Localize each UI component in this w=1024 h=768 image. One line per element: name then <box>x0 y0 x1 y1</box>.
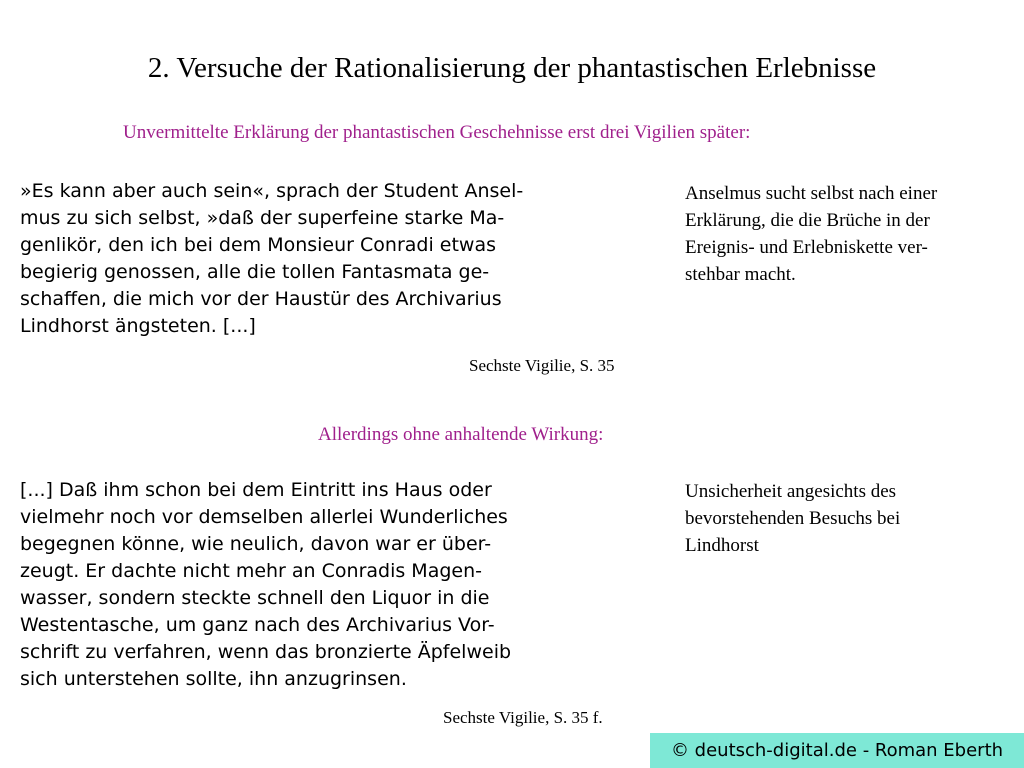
note-line: Anselmus sucht selbst nach einer <box>685 183 938 204</box>
section1-source: Sechste Vigilie, S. 35 <box>469 356 615 375</box>
quote-line: schaffen, die mich vor der Haustür des Archivarius <box>20 288 502 310</box>
note-line: bevorstehenden Besuchs bei <box>685 508 901 529</box>
note-line: Ereignis- und Erlebniskette ver- <box>685 237 928 258</box>
quote-line: Westentasche, um ganz nach des Archivarius Vor- <box>20 614 495 636</box>
section1-note <box>685 180 1005 288</box>
section2-quote <box>20 477 660 693</box>
quote-line: [...] Daß ihm schon bei dem Eintritt ins Haus oder <box>20 479 492 501</box>
quote-line: begegnen könne, wie neulich, davon war er über- <box>20 533 492 555</box>
quote-line: mus zu sich selbst, »daß der superfeine starke Ma- <box>20 207 505 229</box>
quote-line: schrift zu verfahren, wenn das bronzierte Äpfelweib <box>20 641 512 663</box>
quote-line: sich unterstehen sollte, ihn anzugrinsen. <box>20 668 407 690</box>
note-line: Lindhorst <box>685 535 759 556</box>
quote-line: »Es kann aber auch sein«, sprach der Student Ansel- <box>20 180 524 202</box>
section1-quote <box>20 178 660 340</box>
quote-line: zeugt. Er dachte nicht mehr an Conradis Magen- <box>20 560 482 582</box>
note-line: Erklärung, die die Brüche in der <box>685 210 930 231</box>
note-line: Unsicherheit angesichts des <box>685 481 897 502</box>
quote-line: vielmehr noch vor demselben allerlei Wunderliches <box>20 506 508 528</box>
section2-note <box>685 478 1005 559</box>
quote-line: genlikör, den ich bei dem Monsieur Conradi etwas <box>20 234 497 256</box>
section2-heading: Allerdings ohne anhaltende Wirkung: <box>318 424 604 445</box>
section2-source: Sechste Vigilie, S. 35 f. <box>443 708 603 727</box>
copyright-footer: © deutsch-digital.de - Roman Eberth <box>650 733 1024 768</box>
quote-line: begierig genossen, alle die tollen Fantasmata ge- <box>20 261 490 283</box>
note-line: stehbar macht. <box>685 264 796 285</box>
quote-line: Lindhorst ängsteten. [...] <box>20 315 256 337</box>
page-title: 2. Versuche der Rationalisierung der phantastischen Erlebnisse <box>147 52 877 84</box>
quote-line: wasser, sondern steckte schnell den Liquor in die <box>20 587 490 609</box>
section1-heading: Unvermittelte Erklärung der phantastischen Geschehnisse erst drei Vigilien später: <box>123 122 751 143</box>
